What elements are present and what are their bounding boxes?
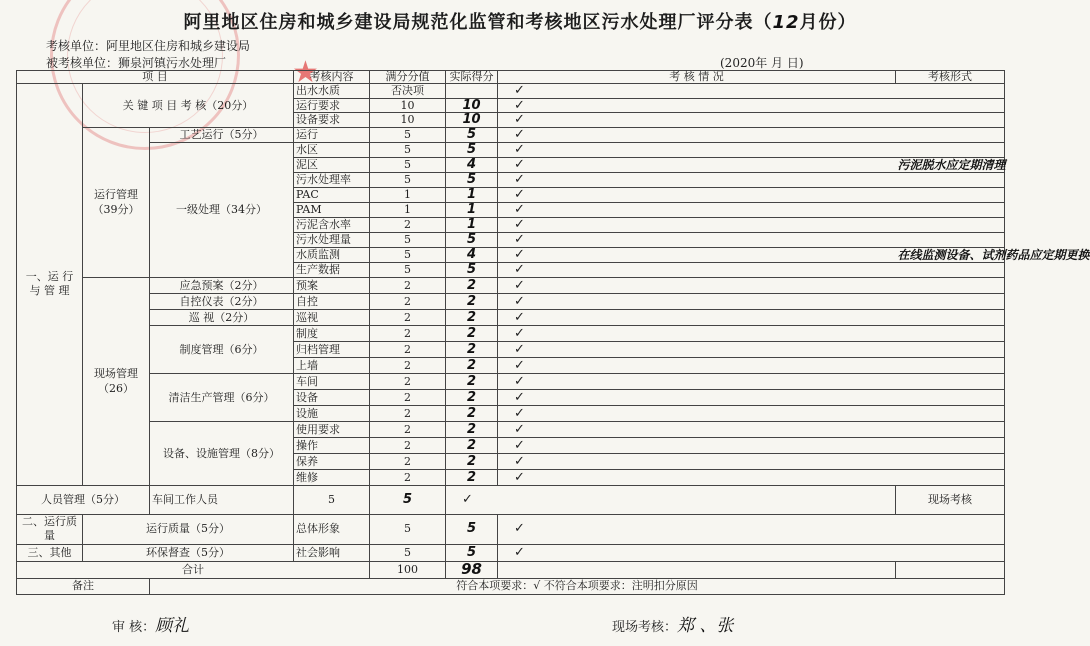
site-line: [612, 611, 733, 636]
actual-score-cell: 10: [446, 98, 498, 113]
form-cell: 现场考核: [896, 485, 1005, 514]
date-line: (2020年 月 日): [720, 56, 804, 70]
actual-score-cell: 5: [446, 142, 498, 157]
item-cell: 设备: [294, 389, 370, 405]
item-cell: 操作: [294, 437, 370, 453]
note-cell: [896, 142, 1005, 157]
review-signature: 顾礼: [155, 616, 190, 636]
actual-score-cell: 2: [446, 389, 498, 405]
check-mark-cell: ✓: [498, 277, 896, 293]
header-item: 项 目: [17, 71, 294, 84]
check-mark-cell: ✓: [498, 325, 896, 341]
group-primary: 一级处理（34分）: [150, 142, 294, 277]
total-full: 100: [370, 561, 446, 578]
note-cell: [896, 341, 1005, 357]
note-cell: [896, 98, 1005, 113]
item-cell: 生产数据: [294, 262, 370, 277]
table-row: [17, 127, 1005, 142]
check-mark-cell: ✓: [498, 453, 896, 469]
site-signature: 郑 、张: [677, 616, 734, 636]
full-score-cell: 2: [370, 421, 446, 437]
item-cell: 水质监测: [294, 247, 370, 262]
full-score-cell: 2: [370, 217, 446, 232]
actual-score-cell: 4: [446, 157, 498, 172]
actual-score-cell: 5: [446, 172, 498, 187]
section-other: 三、其他: [17, 544, 83, 561]
item-cell: 使用要求: [294, 421, 370, 437]
check-mark-cell: ✓: [498, 309, 896, 325]
group-quality: 运行质量（5分）: [83, 514, 294, 544]
full-score-cell: 2: [370, 469, 446, 485]
actual-score-cell: 2: [446, 373, 498, 389]
group-operation-mgmt: 运行管理（39分）: [83, 127, 150, 277]
check-mark-cell: ✓: [498, 469, 896, 485]
check-mark-cell: ✓: [498, 437, 896, 453]
item-cell: 巡视: [294, 309, 370, 325]
item-cell: 车间: [294, 373, 370, 389]
item-cell: 预案: [294, 277, 370, 293]
header-form: 考核形式: [896, 71, 1005, 84]
actual-score-cell: 1: [446, 187, 498, 202]
full-score-cell: 10: [370, 113, 446, 128]
check-mark-cell: ✓: [498, 172, 896, 187]
note-cell: [896, 232, 1005, 247]
actual-score-cell: 1: [446, 217, 498, 232]
note-cell: [896, 389, 1005, 405]
review-line: [112, 611, 189, 636]
item-cell: 上墙: [294, 357, 370, 373]
group-auto-instr: 自控仪表（2分）: [150, 293, 294, 309]
full-score-cell: 2: [370, 309, 446, 325]
group-inspection: 巡 视（2分）: [150, 309, 294, 325]
actual-score-cell: 5: [446, 232, 498, 247]
full-score-cell: 5: [370, 157, 446, 172]
note-cell: [896, 262, 1005, 277]
full-score-cell: 2: [370, 341, 446, 357]
actual-score-cell: 2: [446, 357, 498, 373]
check-mark-cell: ✓: [498, 113, 896, 128]
total-situation: [498, 561, 896, 578]
assessor-label: 考核单位：: [46, 39, 107, 53]
group-facilities: 设备、设施管理（8分）: [150, 421, 294, 485]
full-score-cell: 5: [370, 172, 446, 187]
document-title: [120, 8, 920, 34]
actual-score-cell: 2: [446, 325, 498, 341]
note-cell: [896, 187, 1005, 202]
full-score-cell: 10: [370, 98, 446, 113]
full-score-cell: 5: [370, 127, 446, 142]
item-cell: 污水处理量: [294, 232, 370, 247]
remark-row: [17, 578, 1005, 594]
check-mark-cell: ✓: [498, 341, 896, 357]
full-score-cell: 2: [370, 325, 446, 341]
assessee-line: [46, 54, 226, 71]
full-score-cell: 2: [370, 357, 446, 373]
group-clean-prod: 清洁生产管理（6分）: [150, 373, 294, 421]
item-cell: 自控: [294, 293, 370, 309]
note-cell: [896, 277, 1005, 293]
actual-score-cell: 2: [446, 421, 498, 437]
check-mark-cell: ✓: [498, 187, 896, 202]
actual-score-cell: 4: [446, 247, 498, 262]
group-personnel: 人员管理（5分）: [17, 485, 150, 514]
section-operation: 一、运 行 与 管 理: [17, 84, 83, 486]
item-cell: 制度: [294, 325, 370, 341]
assessor-value: 阿里地区住房和城乡建设局: [106, 39, 251, 53]
note-cell: [896, 453, 1005, 469]
title-month: 12: [772, 12, 800, 33]
note-cell: 在线监测设备、试剂药品应定期更换: [897, 247, 1090, 262]
note-cell: 污泥脱水应定期清理: [897, 157, 1006, 172]
item-cell: 设备要求: [294, 113, 370, 128]
item-cell: 运行: [294, 127, 370, 142]
total-actual: 98: [446, 561, 498, 578]
assessor-line: [46, 37, 250, 54]
note-cell: [896, 113, 1005, 128]
item-cell: 泥区: [294, 157, 370, 172]
actual-score-cell: 5: [446, 514, 498, 544]
header-situation: 考 核 情 况: [498, 71, 896, 84]
item-cell: 保养: [294, 453, 370, 469]
actual-score-cell: 5: [446, 262, 498, 277]
item-cell: 运行要求: [294, 98, 370, 113]
check-mark-cell: ✓: [498, 262, 896, 277]
full-score-cell: 否决项: [370, 84, 446, 99]
note-cell: [896, 437, 1005, 453]
actual-score-cell: 2: [446, 277, 498, 293]
full-score-cell: 2: [370, 293, 446, 309]
full-score-cell: 1: [370, 187, 446, 202]
full-score-cell: 2: [370, 405, 446, 421]
check-mark-cell: ✓: [498, 217, 896, 232]
check-mark-cell: ✓: [498, 357, 896, 373]
table-row: [17, 142, 1005, 157]
item-cell: 归档管理: [294, 341, 370, 357]
actual-score-cell: 1: [446, 202, 498, 217]
actual-score-cell: 5: [370, 485, 446, 514]
item-cell: 出水水质: [294, 84, 370, 99]
check-mark-cell: ✓: [498, 202, 896, 217]
full-score-cell: 2: [370, 389, 446, 405]
actual-score-cell: 2: [446, 405, 498, 421]
assessee-value: 狮泉河镇污水处理厂: [118, 56, 227, 70]
check-mark-cell: ✓: [498, 514, 896, 544]
full-score-cell: 5: [370, 142, 446, 157]
check-mark-cell: ✓: [498, 293, 896, 309]
group-emergency: 应急预案（2分）: [150, 277, 294, 293]
header-full-score: 满分分值: [370, 71, 446, 84]
assessee-label: 被考核单位：: [46, 56, 119, 70]
item-cell: 社会影响: [294, 544, 370, 561]
note-cell: [896, 421, 1005, 437]
group-key-items: 关 键 项 目 考 核（20分）: [83, 84, 294, 128]
check-mark-cell: ✓: [498, 373, 896, 389]
header-actual-score: 实际得分: [446, 71, 498, 84]
group-env: 环保督查（5分）: [83, 544, 294, 561]
item-cell: 污水处理率: [294, 172, 370, 187]
table-row: [17, 325, 1005, 341]
site-label: 现场考核：: [612, 620, 678, 635]
full-score-cell: 5: [370, 247, 446, 262]
check-mark-cell: ✓: [498, 232, 896, 247]
check-mark-cell: ✓: [446, 485, 498, 514]
full-score-cell: 5: [370, 262, 446, 277]
check-mark-cell: ✓: [498, 98, 896, 113]
total-label: 合计: [17, 561, 370, 578]
note-cell: [896, 309, 1005, 325]
full-score-cell: 5: [370, 514, 446, 544]
check-mark-cell: ✓: [498, 544, 896, 561]
remark-text: 符合本项要求：√ 不符合本项要求：注明扣分原因: [150, 578, 1005, 594]
note-cell: [896, 514, 1005, 544]
full-score-cell: 2: [370, 373, 446, 389]
note-cell: [896, 127, 1005, 142]
actual-score-cell: 5: [446, 127, 498, 142]
group-rules: 制度管理（6分）: [150, 325, 294, 373]
note-cell: [896, 357, 1005, 373]
note-cell: [896, 373, 1005, 389]
table-row: [17, 485, 1005, 514]
item-cell: 总体形象: [294, 514, 370, 544]
remark-label: 备注: [17, 578, 150, 594]
table-row: [17, 293, 1005, 309]
item-cell: PAC: [294, 187, 370, 202]
note-cell: [498, 485, 896, 514]
item-cell: 设施: [294, 405, 370, 421]
table-row: [17, 544, 1005, 561]
check-mark-cell: ✓: [498, 84, 896, 99]
note-cell: [896, 469, 1005, 485]
header-content: 考核内容: [294, 71, 370, 84]
red-star-icon: ★: [292, 55, 319, 90]
check-mark-cell: ✓: [498, 247, 896, 262]
table-row: [17, 373, 1005, 389]
item-cell: 车间工作人员: [150, 485, 294, 514]
title-text: 阿里地区住房和城乡建设局规范化监管和考核地区污水处理厂评分表（: [183, 12, 773, 33]
item-cell: PAM: [294, 202, 370, 217]
full-score-cell: 5: [370, 544, 446, 561]
check-mark-cell: ✓: [498, 157, 896, 172]
group-process-op: 工艺运行（5分）: [150, 127, 294, 142]
item-cell: 污泥含水率: [294, 217, 370, 232]
actual-score-cell: 2: [446, 453, 498, 469]
table-row: [17, 514, 1005, 544]
total-form: [896, 561, 1005, 578]
group-site-mgmt: 现场管理（26）: [83, 277, 150, 485]
header-row: [17, 71, 1005, 84]
note-cell: [896, 405, 1005, 421]
full-score-cell: 2: [370, 277, 446, 293]
actual-score-cell: 2: [446, 341, 498, 357]
full-score-cell: 5: [294, 485, 370, 514]
note-cell: [896, 202, 1005, 217]
note-cell: [896, 293, 1005, 309]
table-row: [17, 84, 1005, 99]
note-cell: [896, 544, 1005, 561]
check-mark-cell: ✓: [498, 405, 896, 421]
table-row: [17, 309, 1005, 325]
actual-score-cell: 2: [446, 437, 498, 453]
full-score-cell: 2: [370, 437, 446, 453]
total-row: [17, 561, 1005, 578]
actual-score-cell: 2: [446, 309, 498, 325]
actual-score-cell: 5: [446, 544, 498, 561]
actual-score-cell: 10: [446, 113, 498, 128]
score-table: [16, 70, 1090, 595]
check-mark-cell: ✓: [498, 421, 896, 437]
check-mark-cell: ✓: [498, 142, 896, 157]
full-score-cell: 5: [370, 232, 446, 247]
full-score-cell: 1: [370, 202, 446, 217]
note-cell: [896, 172, 1005, 187]
actual-score-cell: 2: [446, 293, 498, 309]
section-quality: 二、运行质量: [17, 514, 83, 544]
item-cell: 水区: [294, 142, 370, 157]
table-row: [17, 421, 1005, 437]
check-mark-cell: ✓: [498, 127, 896, 142]
note-cell: [896, 325, 1005, 341]
note-cell: [896, 217, 1005, 232]
actual-score-cell: 2: [446, 469, 498, 485]
table-row: [17, 277, 1005, 293]
item-cell: 维修: [294, 469, 370, 485]
note-cell: [896, 84, 1005, 99]
title-end: 月份）: [799, 12, 857, 33]
review-label: 审 核：: [112, 620, 156, 635]
full-score-cell: 2: [370, 453, 446, 469]
actual-score-cell: [446, 84, 498, 99]
check-mark-cell: ✓: [498, 389, 896, 405]
